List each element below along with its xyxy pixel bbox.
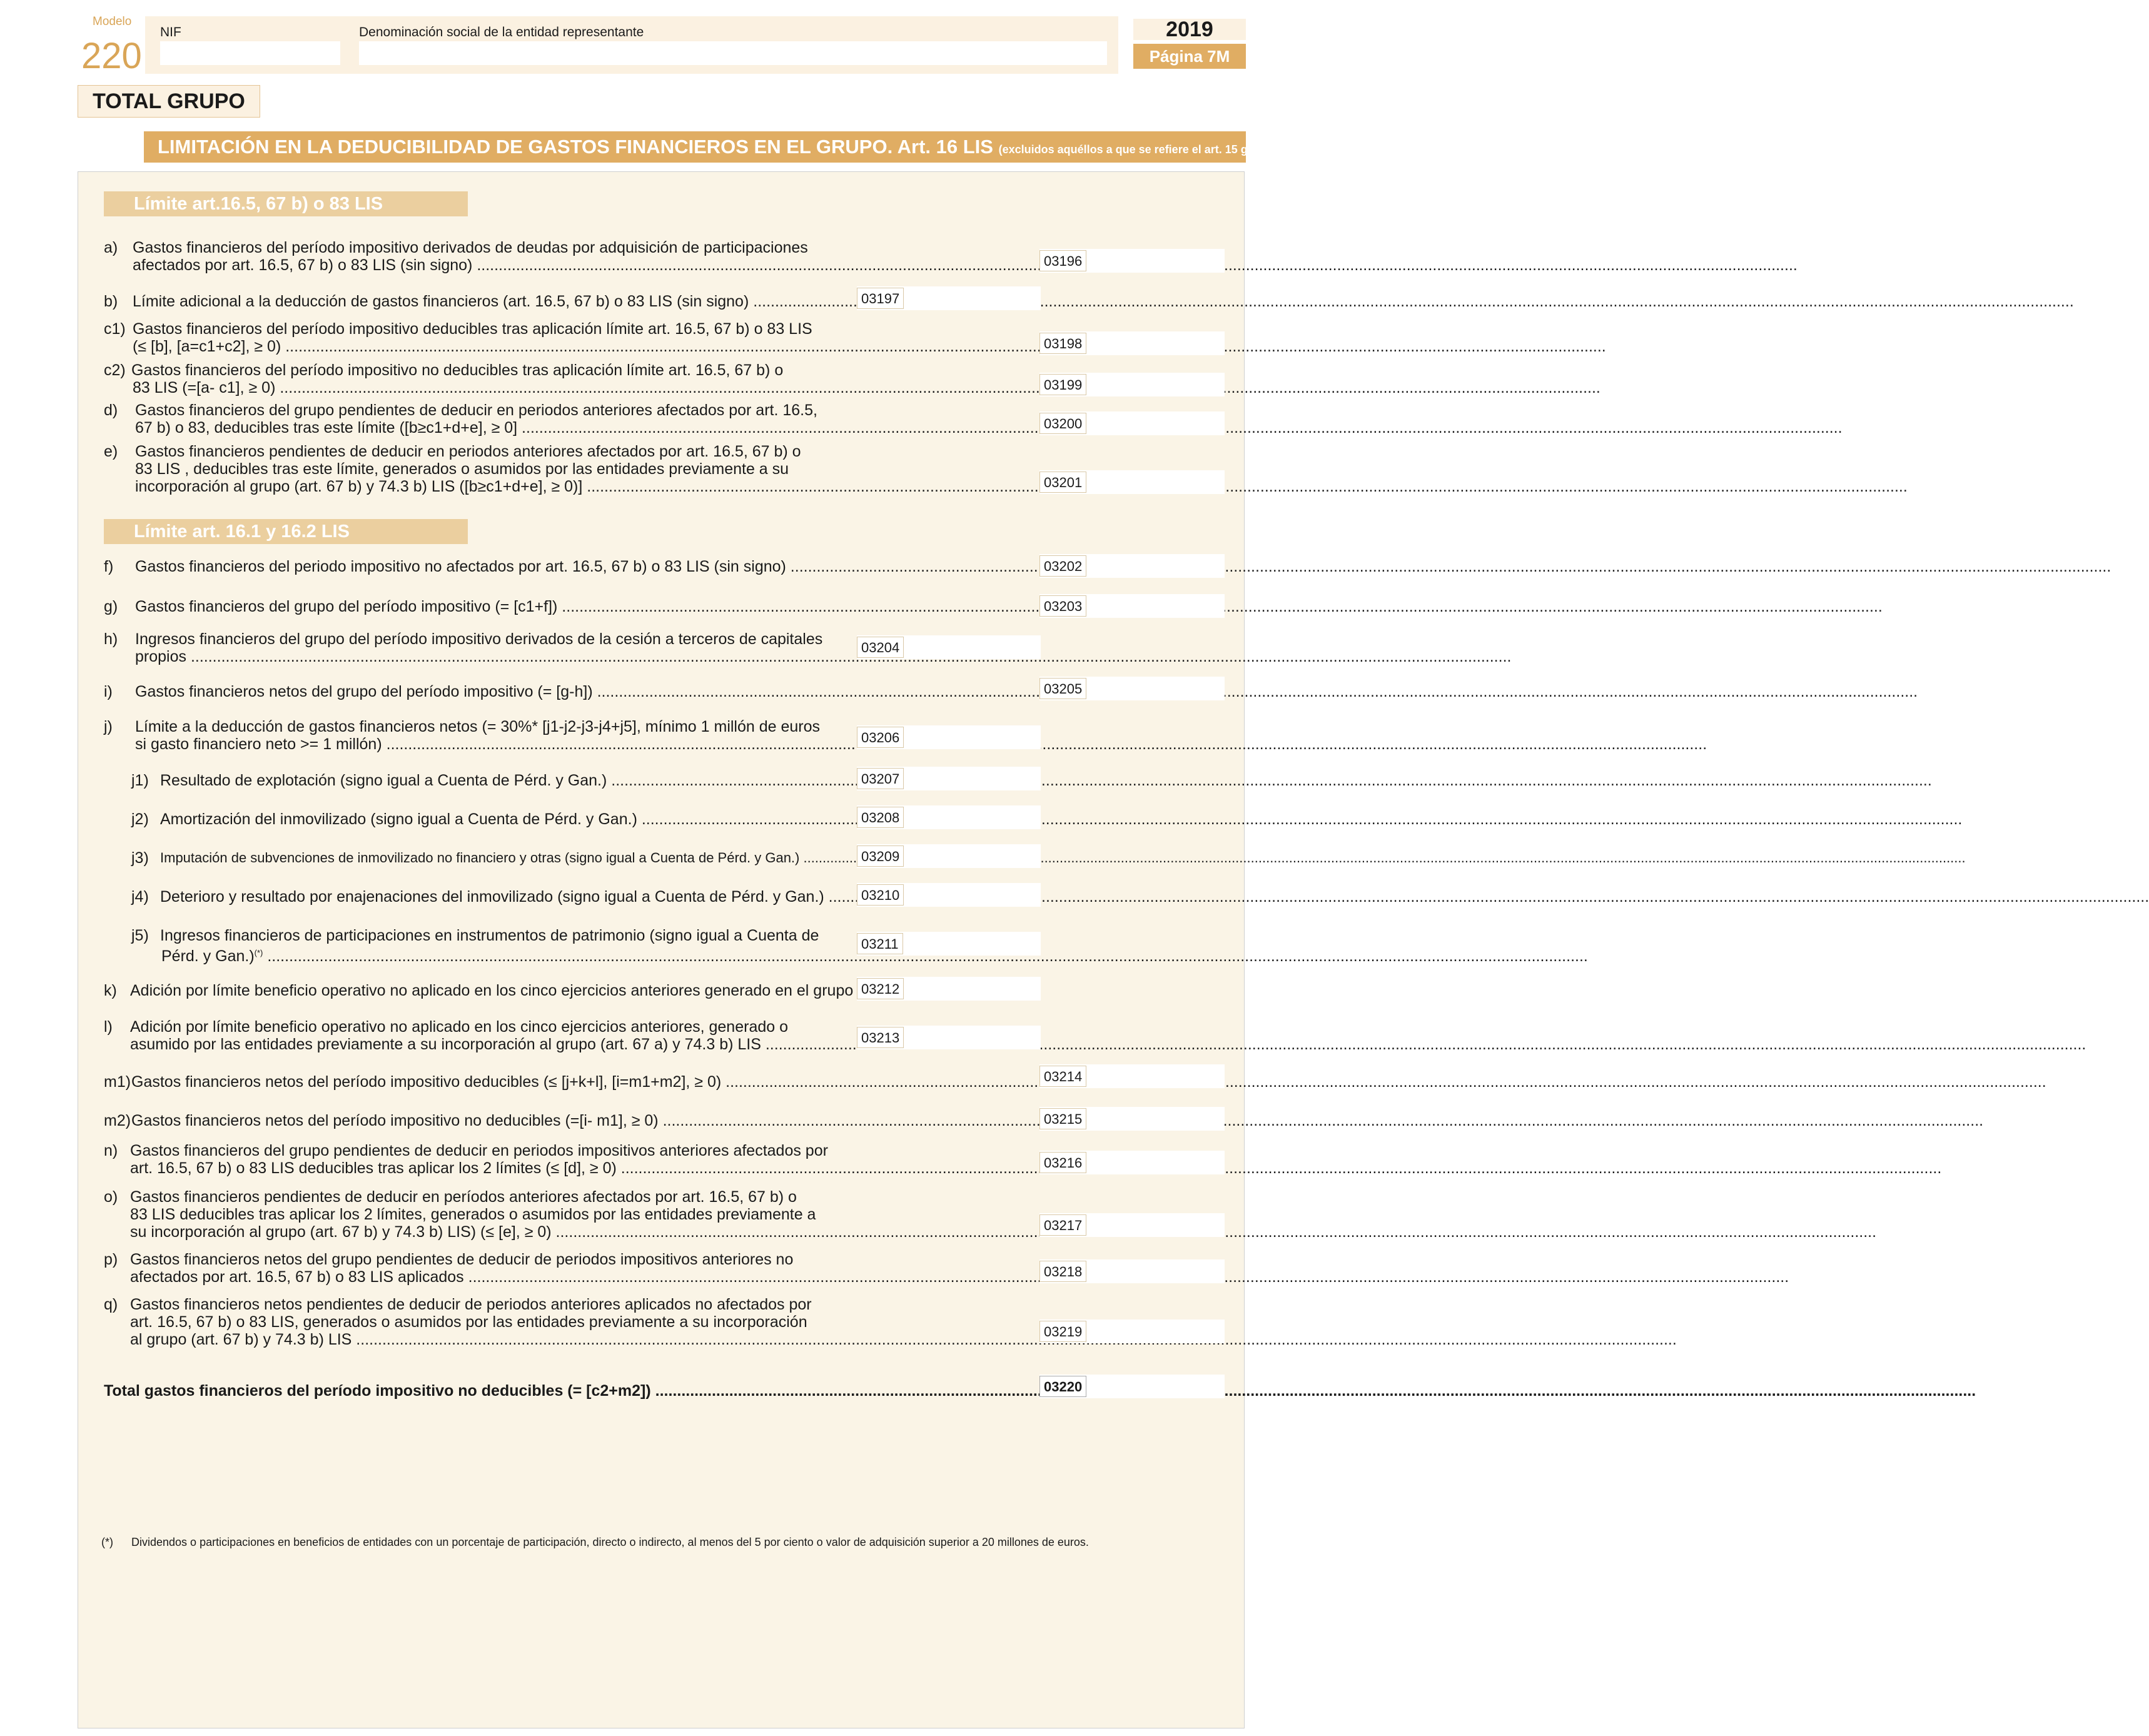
section-band-limite-16-5: Límite art.16.5, 67 b) o 83 LIS (104, 191, 468, 216)
row-text: 83 LIS deducibles tras aplicar los 2 límites, generados o asumidos por las entidades previamente a (130, 1206, 816, 1223)
field-03211[interactable] (857, 932, 1041, 956)
row-text: Ingresos financieros de participaciones en instrumentos de patrimonio (signo igual a Cuenta de (160, 927, 819, 944)
row-text: Ingresos financieros del grupo del período impositivo derivados de la cesión a terceros de capitales (135, 630, 823, 648)
box-code: 03216 (1039, 1152, 1086, 1173)
box-code: 03200 (1039, 413, 1086, 434)
box-code: 03206 (857, 727, 904, 748)
row-label: o) (104, 1188, 118, 1206)
row-text: Gastos financieros del grupo pendientes de deducir en periodos impositivos anteriores afectados por (130, 1142, 828, 1159)
row-text: Gastos financieros netos del período impositivo no deducibles (=[i- m1], ≥ 0) ..... (131, 1112, 1059, 1129)
row-text: 83 LIS , deducibles tras este límite, generados o asumidos por las entidades previamente a su (135, 460, 789, 478)
field-03198[interactable] (1039, 331, 1225, 355)
modelo-label: Modelo (93, 15, 132, 28)
field-03208[interactable] (857, 805, 1041, 829)
row-text: Gastos financieros pendientes de deducir en períodos anteriores afectados por art. 16.5, 67 b) o (130, 1188, 797, 1206)
field-03196[interactable] (1039, 249, 1225, 273)
row-label: m1) (104, 1073, 131, 1091)
row-label: e) (104, 443, 118, 460)
box-code: 03205 (1039, 678, 1086, 699)
row-label: j5) (131, 927, 149, 944)
row-text: Gastos financieros del grupo pendientes de deducir en periodos anteriores afectados por art. 16.5, (135, 401, 817, 419)
row-label: j1) (131, 772, 149, 789)
total-text: Total gastos financieros del período impositivo no deducibles (= [c2+m2]) ..... (104, 1382, 1059, 1400)
box-code: 03196 (1039, 250, 1086, 271)
row-text: propios ..... (135, 648, 853, 665)
field-03201[interactable] (1039, 470, 1225, 494)
section-title (144, 131, 1312, 163)
row-text: Gastos financieros netos del período impositivo deducibles (≤ [j+k+l], [i=m1+m2], ≥ 0) ..... (131, 1073, 1059, 1091)
row-text: Gastos financieros del período impositivo deducibles tras aplicación límite art. 16.5, 67 b) o 83 LIS (133, 320, 812, 338)
field-03214[interactable] (1039, 1064, 1225, 1088)
box-code: 03212 (857, 978, 904, 999)
row-text: Gastos financieros pendientes de deducir en periodos anteriores afectados por art. 16.5, 67 b) o (135, 443, 801, 460)
row-text: Gastos financieros del período impositivo no deducibles tras aplicación límite art. 16.5, 67 b) o (131, 361, 784, 379)
row-label: j2) (131, 810, 149, 828)
box-code: 03208 (857, 807, 904, 828)
box-code: 03202 (1039, 555, 1086, 577)
row-text: Gastos financieros netos pendientes de deducir de periodos anteriores aplicados no afectados por (130, 1296, 812, 1313)
row-text: su incorporación al grupo (art. 67 b) y 74.3 b) LIS) (≤ [e], ≥ 0) ..... (130, 1223, 1059, 1241)
row-label: k) (104, 982, 117, 999)
row-text: Adición por límite beneficio operativo no aplicado en los cinco ejercicios anteriores generado en el grupo (130, 982, 854, 999)
field-03215[interactable] (1039, 1107, 1225, 1131)
row-text: Gastos financieros del periodo impositivo no afectados por art. 16.5, 67 b) o 83 LIS (sin signo) ..... (135, 558, 1059, 575)
field-03197[interactable] (857, 286, 1041, 310)
field-03213[interactable] (857, 1026, 1041, 1049)
row-label: i) (104, 683, 113, 700)
field-03218[interactable] (1039, 1259, 1225, 1283)
row-text: asumido por las entidades previamente a su incorporación al grupo (art. 67 a) y 74.3 b) LIS ..... (130, 1036, 853, 1053)
field-03205[interactable] (1039, 677, 1225, 700)
row-text: afectados por art. 16.5, 67 b) o 83 LIS (sin signo) ..... (133, 256, 1059, 274)
page-badge: Página 7M (1133, 44, 1246, 69)
section-band-limite-16-1: Límite art. 16.1 y 16.2 LIS (104, 519, 468, 544)
row-text: Gastos financieros del período impositivo derivados de deudas por adquisición de participaciones (133, 239, 808, 256)
row-label: q) (104, 1296, 118, 1313)
year-badge: 2019 (1133, 19, 1246, 40)
row-label: j3) (131, 849, 149, 867)
field-03206[interactable] (857, 725, 1041, 749)
row-text: Imputación de subvenciones de inmovilizado no financiero y otras (signo igual a Cuenta de Pérd. y Gan.) ..... (160, 849, 853, 867)
row-label: l) (104, 1018, 113, 1036)
row-label: f) (104, 558, 114, 575)
row-text: 67 b) o 83, deducibles tras este límite ([b≥c1+d+e], ≥ 0] ..... (135, 419, 1059, 437)
row-text: incorporación al grupo (art. 67 b) y 74.3 b) LIS ([b≥c1+d+e], ≥ 0)] ..... (135, 478, 1059, 495)
row-label: j4) (131, 888, 149, 906)
row-text: (≤ [b], [a=c1+c2], ≥ 0) ..... (133, 338, 1059, 355)
box-code: 03209 (857, 845, 904, 867)
field-03217[interactable] (1039, 1213, 1225, 1237)
box-code: 03211 (857, 933, 903, 954)
row-text: Límite a la deducción de gastos financieros netos (= 30%* [j1-j2-j3-j4+j5], mínimo 1 millón de euros (135, 718, 821, 735)
field-03200[interactable] (1039, 411, 1225, 435)
field-03204[interactable] (857, 635, 1041, 659)
box-code: 03201 (1039, 472, 1086, 493)
field-03220[interactable] (1039, 1375, 1225, 1398)
row-label: a) (104, 239, 118, 256)
row-text: Pérd. y Gan.)(*) ..... (160, 944, 853, 965)
row-text: Gastos financieros del grupo del período impositivo (= [c1+f]) ..... (135, 598, 1059, 615)
row-label: g) (104, 598, 118, 615)
box-code: 03219 (1039, 1321, 1086, 1342)
row-label: j) (104, 718, 113, 735)
field-03207[interactable] (857, 767, 1041, 790)
field-03199[interactable] (1039, 373, 1225, 396)
box-code: 03217 (1039, 1214, 1086, 1236)
row-text: art. 16.5, 67 b) o 83 LIS, generados o asumidos por las entidades previamente a su incorporación (130, 1313, 807, 1331)
row-label: h) (104, 630, 118, 648)
row-text: Gastos financieros netos del grupo del período impositivo (= [g-h]) ..... (135, 683, 1059, 700)
box-code: 03203 (1039, 595, 1086, 617)
row-text: afectados por art. 16.5, 67 b) o 83 LIS aplicados ..... (130, 1268, 1059, 1286)
row-label: d) (104, 401, 118, 419)
field-03209[interactable] (857, 844, 1041, 868)
box-code: 03215 (1039, 1108, 1086, 1129)
field-03212[interactable] (857, 977, 1041, 1001)
nif-label: NIF (160, 25, 181, 39)
field-03203[interactable] (1039, 594, 1225, 618)
box-code: 03220 (1039, 1376, 1086, 1397)
row-text: Límite adicional a la deducción de gastos financieros (art. 16.5, 67 b) o 83 LIS (sin signo) ..... (133, 293, 856, 310)
row-label: b) (104, 293, 118, 310)
section-title-sub: (excluidos aquéllos a que se refiere el art. 15 g), h) y j) LIS) (998, 143, 1312, 156)
denominacion-field[interactable] (359, 41, 1107, 65)
row-text: Adición por límite beneficio operativo no aplicado en los cinco ejercicios anteriores, generado o (130, 1018, 789, 1036)
row-text: Resultado de explotación (signo igual a Cuenta de Pérd. y Gan.) ..... (160, 772, 853, 789)
box-code: 03197 (857, 288, 904, 309)
row-label: n) (104, 1142, 118, 1159)
box-code: 03214 (1039, 1066, 1086, 1087)
row-label: c2) (104, 361, 126, 379)
row-text: art. 16.5, 67 b) o 83 LIS deducibles tras aplicar los 2 límites (≤ [d], ≥ 0) ..... (130, 1159, 1059, 1177)
field-03216[interactable] (1039, 1151, 1225, 1174)
row-label: p) (104, 1251, 118, 1268)
row-text: Deterioro y resultado por enajenaciones del inmovilizado (signo igual a Cuenta de Pérd. y Gan.) ..... (160, 888, 853, 906)
nif-field[interactable] (160, 41, 340, 65)
footnote-mark: (*) (101, 1536, 113, 1548)
box-code: 03213 (857, 1027, 904, 1048)
denominacion-label: Denominación social de la entidad representante (359, 25, 644, 39)
row-text: Amortización del inmovilizado (signo igual a Cuenta de Pérd. y Gan.) ..... (160, 810, 853, 828)
box-code: 03218 (1039, 1261, 1086, 1282)
footnote-ref: (*) (254, 948, 263, 957)
field-03210[interactable] (857, 883, 1041, 907)
box-code: 03204 (857, 637, 904, 658)
box-code: 03199 (1039, 374, 1086, 395)
row-label: m2) (104, 1112, 131, 1129)
box-code: 03198 (1039, 333, 1086, 354)
footnote-text: Dividendos o participaciones en beneficios de entidades con un porcentaje de participación, directo o indirecto, al menos del 5 por ciento o valor de adquisición superior a 20 millones de euros. (131, 1536, 1089, 1548)
row-label: c1) (104, 320, 126, 338)
section-title-main: LIMITACIÓN EN LA DEDUCIBILIDAD DE GASTOS FINANCIEROS EN EL GRUPO. Art. 16 LIS (158, 136, 993, 158)
box-code: 03210 (857, 884, 904, 906)
modelo-number: 220 (81, 36, 142, 76)
group-label: TOTAL GRUPO (78, 85, 260, 118)
row-text: 83 LIS (=[a- c1], ≥ 0) ..... (131, 379, 1059, 396)
box-code: 03207 (857, 768, 904, 789)
row-text: al grupo (art. 67 b) y 74.3 b) LIS ..... (130, 1331, 1059, 1348)
row-text: Gastos financieros netos del grupo pendientes de deducir de periodos impositivos anteriores no (130, 1251, 794, 1268)
field-03219[interactable] (1039, 1320, 1225, 1343)
field-03202[interactable] (1039, 554, 1225, 578)
row-text: si gasto financiero neto >= 1 millón) ..... (135, 735, 853, 753)
